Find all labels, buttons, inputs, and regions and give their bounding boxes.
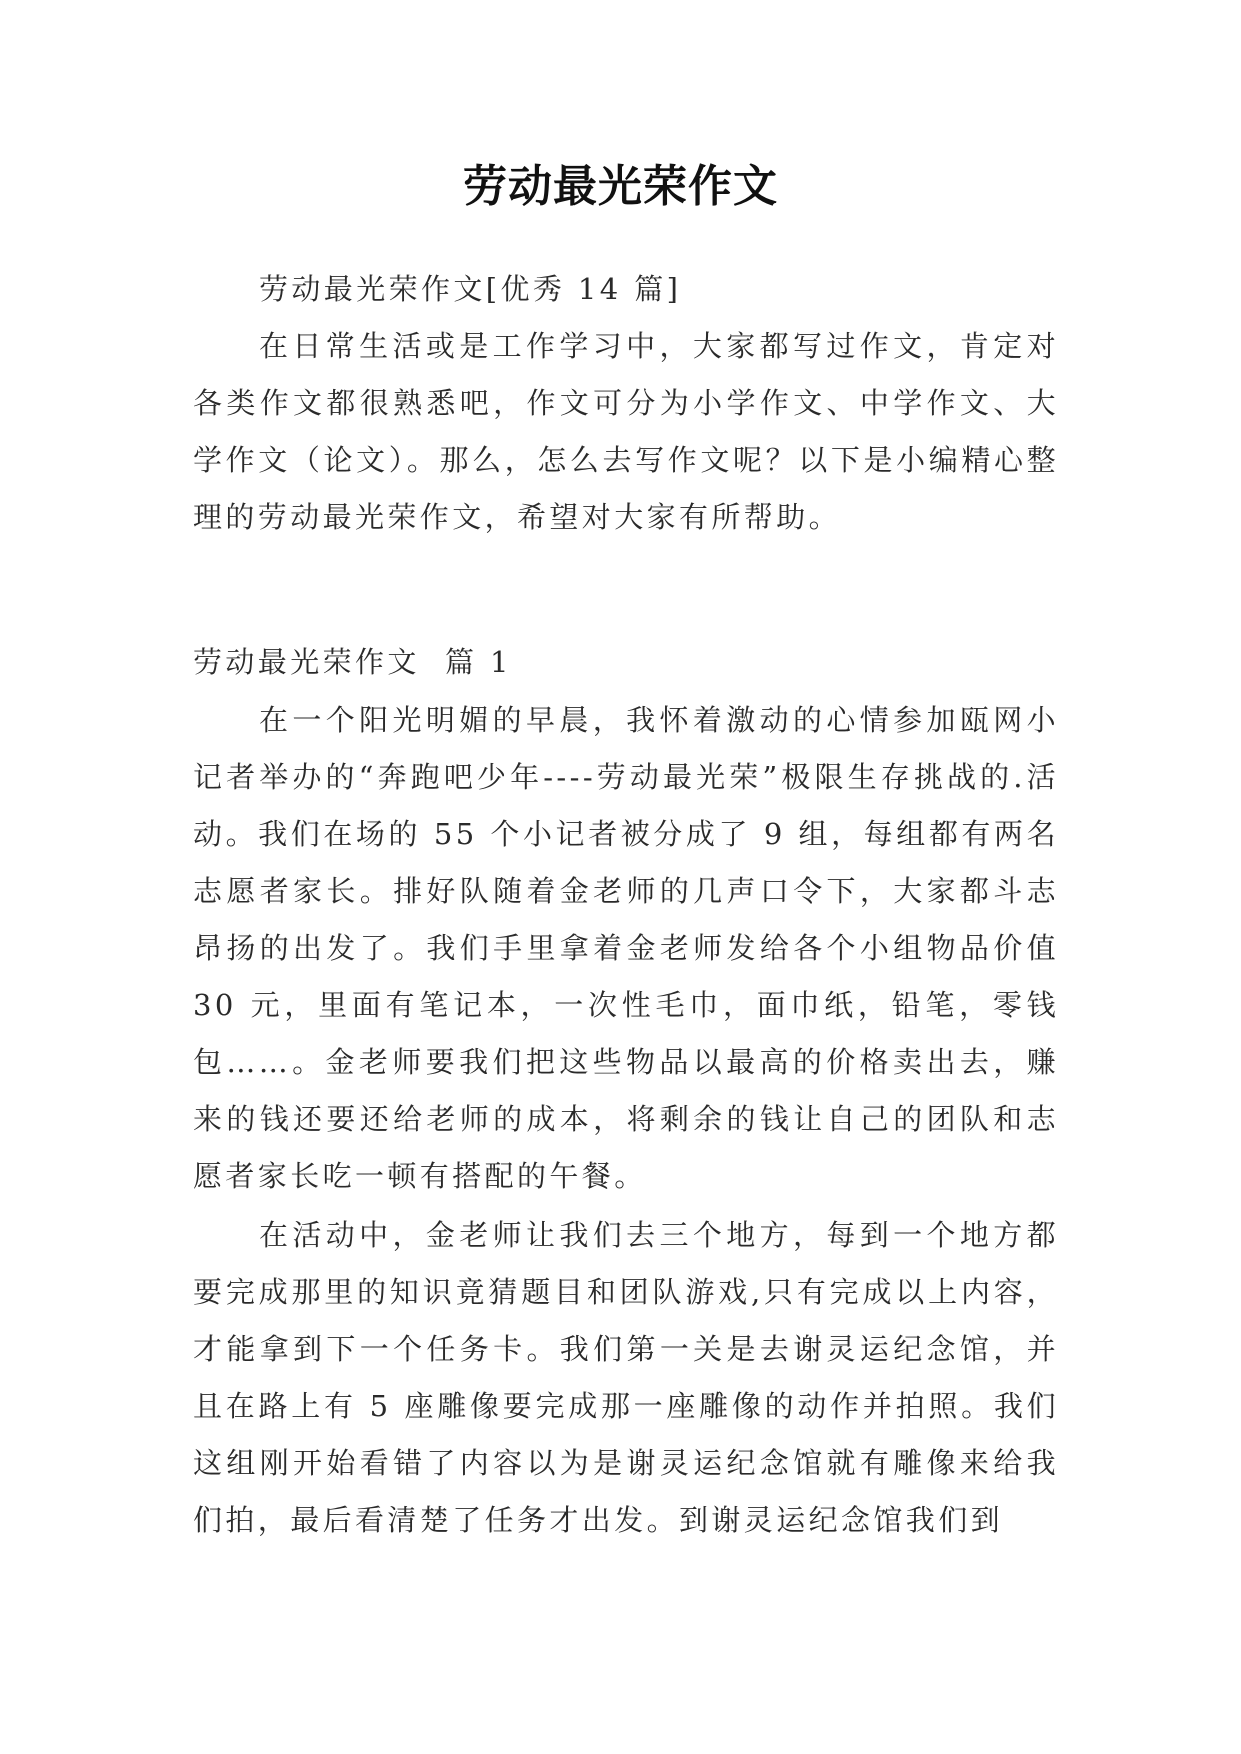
intro-paragraph: 在日常生活或是工作学习中，大家都写过作文，肯定对各类作文都很熟悉吧，作文可分为小学作文、中学作文、大学作文（论文）。那么，怎么去写作文呢？以下是小编精心整理的劳动最光荣作文，希望对大家有所帮助。 [193, 329, 1059, 534]
section-heading: 劳动最光荣作文 篇 1 [193, 645, 512, 679]
body-paragraph-1: 在一个阳光明媚的早晨，我怀着激动的心情参加瓯网小记者举办的“奔跑吧少年----劳动最光荣”极限生存挑战的.活动。我们在场的 55 个小记者被分成了 9 组，每组都有两名志愿者家长。排好队随着金老师的几声口令下，大家都斗志昂扬的出发了。我们手里拿着金老师发给各个小组物品价值 30 元，里面有笔记本，一次性毛巾，面巾纸，铅笔，零钱包……。金老师要我们把这些物品以最高的价格卖出去，赚来的钱还要还给老师的成本，将剩余的钱让自己的团队和志愿者家长吃一顿有搭配的午餐。 [193, 703, 1059, 1193]
document-subtitle: 劳动最光荣作文[优秀 14 篇] [259, 272, 682, 306]
body-paragraph-2: 在活动中，金老师让我们去三个地方，每到一个地方都要完成那里的知识竟猜题目和团队游戏,只有完成以上内容，才能拿到下一个任务卡。我们第一关是去谢灵运纪念馆，并且在路上有 5 座雕像要完成那一座雕像的动作并拍照。我们这组刚开始看错了内容以为是谢灵运纪念馆就有雕像来给我们拍，最后看清楚了任务才出发。到谢灵运纪念馆我们到 [193, 1218, 1059, 1537]
document-title: 劳动最光荣作文 [463, 161, 778, 212]
